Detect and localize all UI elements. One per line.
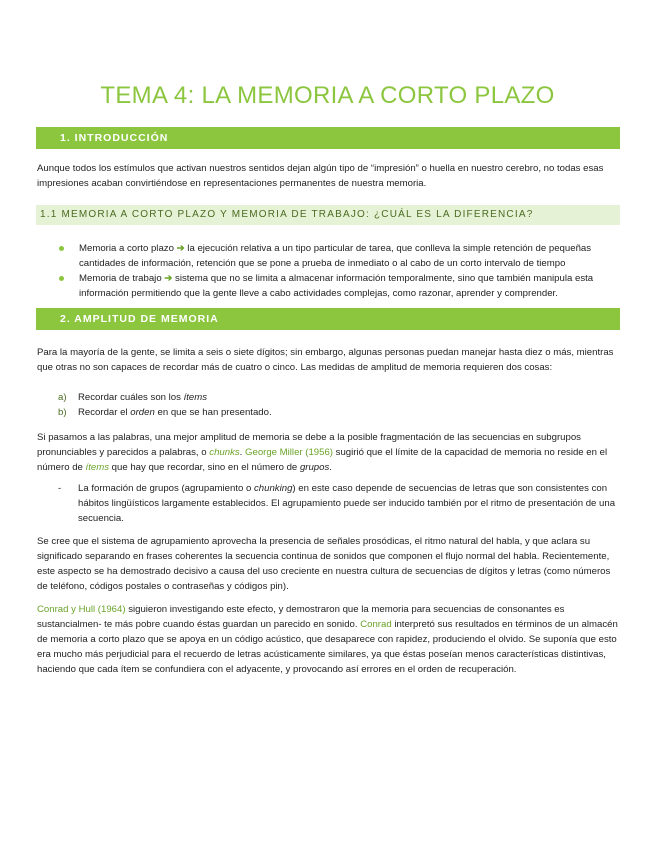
page-title: TEMA 4: LA MEMORIA A CORTO PLAZO (100, 82, 555, 109)
chunks-term: chunks (209, 447, 240, 458)
section-heading-amplitud: 2. AMPLITUD DE MEMORIA (36, 308, 620, 330)
section-heading-introduccion: 1. INTRODUCCIÓN (36, 127, 620, 149)
amplitud-paragraph-2: Si pasamos a las palabras, una mejor amplitud de memoria se debe a la posible fragmentación de las secuencias en subgrupos pronunciables y parecidos a palabras, o chunks. George Miller (1956) sugirió que el límite de la capacidad de memoria no reside en el número de ítems que hay que recordar, sino en el número de grupos. (37, 432, 608, 473)
list-item (58, 271, 618, 301)
bullet-text: la ejecución relativa a un tipo particular de tarea, que conlleva la simple retención de pequeñas cantidades de información, retención que se pone a prueba de inmediato o al cabo de un corto intervalo de tiempo (79, 243, 592, 269)
list-item (58, 241, 618, 271)
bullet-term: Memoria de trabajo (79, 273, 162, 284)
list-item: b) Recordar el orden en que se han presentado. (58, 407, 272, 418)
list-marker: a) (58, 392, 67, 403)
arrow-right-icon: ➔ (164, 273, 173, 284)
list-item: a) Recordar cuáles son los ítems (58, 392, 208, 403)
amplitud-paragraph-1: Para la mayoría de la gente, se limita a seis o siete dígitos; sin embargo, algunas personas puedan manejar hasta diez o más, mientras que otras no son capaces de recordar más de cuatro o cinco. Las medidas de amplitud de memoria requieren dos cosas: (37, 347, 614, 373)
bullet-term: Memoria a corto plazo (79, 243, 174, 254)
ordered-list (58, 390, 618, 420)
list-marker: b) (58, 407, 67, 418)
bullet-dot-icon (59, 276, 64, 281)
amplitud-paragraph-3: Se cree que el sistema de agrupamiento aprovecha la presencia de señales prosódicas, el ritmo natural del habla, y que aclara su significado separando en frases coherentes la secuencia continua de sonidos que componen el flujo normal del habla. Recientemente, este aspecto se ha demostrado decisivo a causa del uso creciente en nuestra cultura de secuencias de dígitos y letras (como números de teléfono, códigos postales o contraseñas y códigos pin). (37, 536, 611, 592)
bullet-text: sistema que no se limita a almacenar información temporalmente, sino que también manipula esta información permitiendo que la gente lleve a cabo actividades complejas, como razonar, aprender y comprender. (79, 273, 594, 299)
list-marker: - (58, 483, 62, 494)
subsection-heading-1-1: 1.1 MEMORIA A CORTO PLAZO Y MEMORIA DE TRABAJO: ¿CUÁL ES LA DIFERENCIA? (36, 205, 620, 225)
intro-paragraph: Aunque todos los estímulos que activan nuestros sentidos dejan algún tipo de “impresión” o huella en nuestro cerebro, no todas esas impresiones acaban convirtiéndose en representaciones permanentes de nuestra memoria. (37, 163, 604, 189)
bullet-list (58, 241, 618, 301)
arrow-right-icon: ➔ (176, 243, 185, 254)
bullet-dot-icon (59, 246, 64, 251)
citation-conrad-hull: Conrad y Hull (1964) (37, 604, 126, 615)
citation-conrad: Conrad (360, 619, 392, 630)
dash-list-item: - La formación de grupos (agrupamiento o chunking) en este caso depende de secuencias de letras que son consistentes con hábitos lingüísticos largamente establecidos. El agrupamiento puede ser inducido también por el ritmo de presentación de una secuencia. (58, 483, 616, 524)
citation-miller: George Miller (1956) (245, 447, 333, 458)
amplitud-paragraph-4: Conrad y Hull (1964) siguieron investigando este efecto, y demostraron que la memoria para secuencias de consonantes es sustancialmen- te más pobre cuando éstas guardan un parecido en sonido. Conrad interpretó sus resultados en términos de un almacén de memoria a corto plazo que se apoya en un código acústico, que desaparece con rapidez, produciendo el olvido. Se suponía que esto era mucho más perjudicial para el recuerdo de letras acústicamente similares, ya que éstas poseían menos características distintivas, haciendo que cada ítem se confundiera con el adyacente, y provocando así errores en el orden de recuperación. (37, 604, 618, 675)
